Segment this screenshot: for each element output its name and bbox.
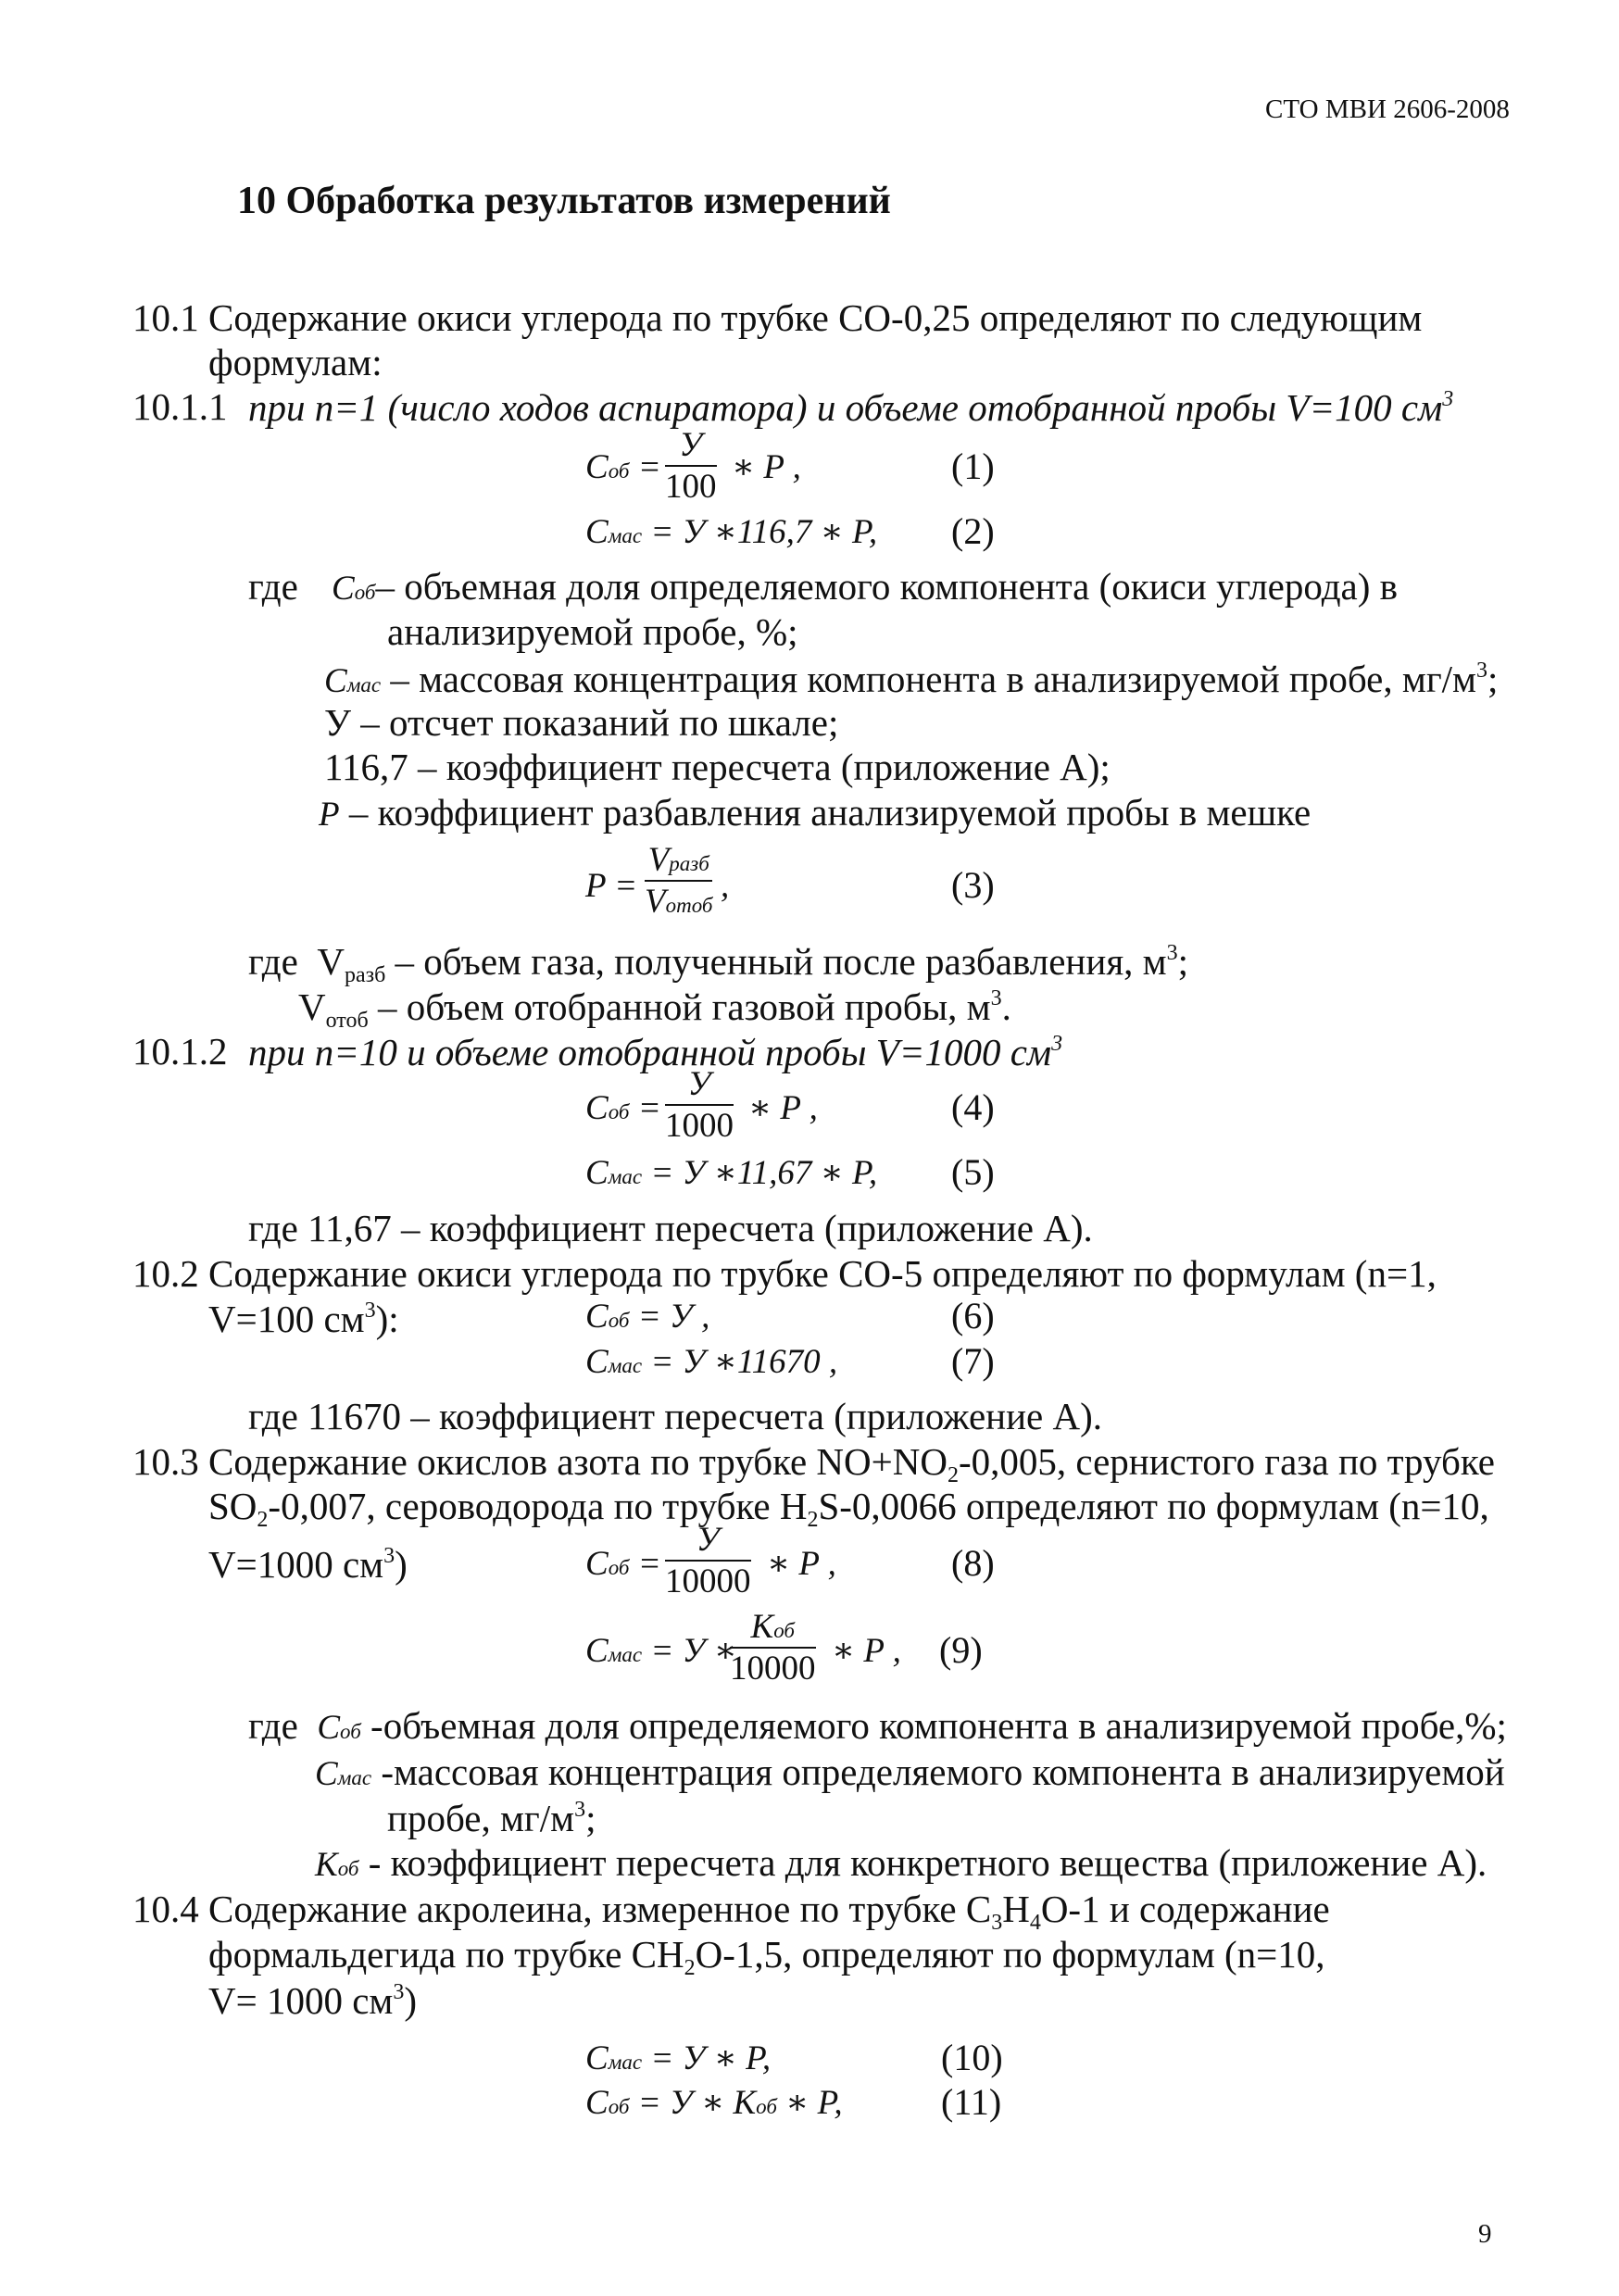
eq3-fraction: Vразб Vотоб [645, 841, 713, 921]
where-label-1: где [248, 565, 298, 608]
page-number: 9 [1478, 2219, 1492, 2249]
eq9-lhs: Cмас = У ∗ [585, 1632, 737, 1670]
def-cmas-2: Cмас -массовая концентрация определяемого компонента в анализируемой [315, 1750, 1505, 1793]
def-cob-2: где Cоб -объемная доля определяемого компонента в анализируемой пробе,%; [248, 1704, 1507, 1747]
eq1-number: (1) [951, 445, 995, 487]
clause-10-3-line2: $SO_2-0,007$, сероводорода по трубке $H_2S-0,0066$ определяют по формулам (n=10, [208, 1485, 1489, 1532]
clause-10-1-text: Содержание окиси углерода по трубке СО-0,25 определяют по следующим [208, 296, 1423, 339]
eq6: Cоб = У , [585, 1298, 710, 1336]
clause-10-3-line1: Содержание окислов азота по трубке $NO+NO_2-0,005$, сернистого газа по трубке [208, 1440, 1495, 1487]
clause-10-1-text-cont: формулам: [208, 341, 383, 383]
clause-10-1-1-text: при n=1 (число ходов аспиратора) и объеме отобранной пробы V=100 $см^3$ [248, 386, 1454, 429]
def-cob-1-cont: анализируемой пробе, %; [387, 610, 798, 653]
def-coef-11670: где 11670 – коэффициент пересчета (приложение А). [248, 1395, 1102, 1437]
eq3-number: (3) [951, 864, 995, 906]
def-coef-116-7: 116,7 – коэффициент пересчета (приложение А); [324, 746, 1111, 788]
clause-number-10-2: 10.2 [132, 1252, 199, 1295]
clause-number-10-4: 10.4 [132, 1888, 199, 1930]
eq5: Cмас = У ∗11,67 ∗ P, [585, 1154, 878, 1192]
eq1-lhs: Cоб = [585, 448, 661, 486]
document-code: СТО МВИ 2606-2008 [1265, 94, 1510, 124]
eq8-number: (8) [951, 1542, 995, 1584]
clause-number-10-1-1: 10.1.1 [132, 385, 228, 428]
eq2: Cмас = У ∗116,7 ∗ P, [585, 513, 878, 551]
clause-number-10-1-2: 10.1.2 [132, 1030, 228, 1073]
clause-10-2-text: Содержание окиси углерода по трубке СО-5 определяют по формулам (n=1, [208, 1252, 1437, 1295]
clause-10-1-2-text: при n=10 и объеме отобранной пробы V=1000 $см^3$ [248, 1031, 1063, 1073]
eq1-fraction: У 100 [665, 426, 717, 506]
def-cmas-1: Cмас – массовая концентрация компонента в анализируемой пробе, $мг/м^3$; [324, 658, 1499, 700]
eq6-number: (6) [951, 1295, 995, 1336]
clause-10-4-line3: V= 1000 $см^3$) [208, 1979, 418, 2022]
eq7: Cмас = У ∗11670 , [585, 1343, 838, 1381]
def-votob: $V_{отоб}$ – объем отобранной газовой пробы, $м^3$. [298, 985, 1011, 1033]
eq2-number: (2) [951, 510, 995, 552]
def-cob-1: Cоб– объемная доля определяемого компонента (окиси углерода) в [332, 565, 1399, 608]
eq4-lhs: Cоб = [585, 1089, 661, 1127]
eq9-tail: ∗ P , [832, 1632, 901, 1670]
clause-10-4-line2: формальдегида по трубке $CH_2O-1,5$, определяют по формулам (n=10, [208, 1933, 1325, 1980]
clause-10-4-line1: Содержание акролеина, измеренное по трубке $C_3H_4O-1$ и содержание [208, 1888, 1330, 1935]
eq5-number: (5) [951, 1151, 995, 1193]
eq4-number: (4) [951, 1086, 995, 1128]
def-coef-11-67: где 11,67 – коэффициент пересчета (приложение А). [248, 1207, 1093, 1249]
eq4-tail: ∗ P , [748, 1089, 818, 1127]
clause-number-10-1: 10.1 [132, 296, 199, 339]
eq8-tail: ∗ P , [767, 1545, 836, 1583]
eq9-number: (9) [939, 1629, 983, 1671]
clause-number-10-3: 10.3 [132, 1440, 199, 1483]
clause-10-3-line3: V=1000 $см^3$) [208, 1543, 408, 1586]
def-cmas-2-cont: пробе, $мг/м^3$; [387, 1797, 596, 1839]
eq11-number: (11) [941, 2081, 1002, 2123]
eq4-fraction: У 1000 [665, 1065, 734, 1145]
eq8-fraction: У 10000 [665, 1521, 751, 1600]
eq8-lhs: Cоб = [585, 1545, 661, 1583]
eq7-number: (7) [951, 1340, 995, 1382]
eq11: Cоб = У ∗ Kоб ∗ P, [585, 2084, 843, 2122]
clause-10-2-text-cont: V=100 $см^3$): [208, 1298, 399, 1340]
eq10: Cмас = У ∗ P, [585, 2039, 772, 2077]
eq1-tail: ∗ P , [732, 448, 801, 486]
def-kob: Kоб - коэффициент пересчета для конкретного вещества (приложение А). [315, 1841, 1487, 1884]
eq9-fraction: Kоб 10000 [730, 1608, 816, 1687]
eq3-tail: , [721, 867, 730, 905]
def-p: P – коэффициент разбавления анализируемой пробы в мешке [319, 791, 1312, 834]
def-vrazb: где $V_{разб}$ – объем газа, полученный после разбавления, $м^3$; [248, 940, 1189, 987]
eq10-number: (10) [941, 2037, 1003, 2078]
def-u: У – отсчет показаний по шкале; [324, 701, 839, 744]
eq3-lhs: P = [585, 867, 638, 905]
section-heading: 10 Обработка результатов измерений [237, 180, 891, 222]
